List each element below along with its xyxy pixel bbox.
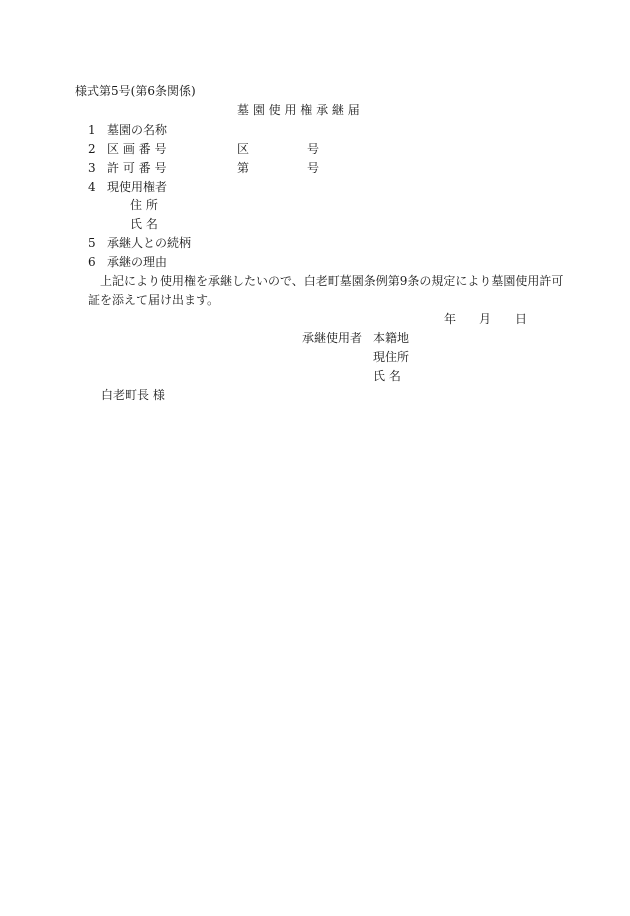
body-text-line-1: 上記により使用権を承継したいので、白老町墓園条例第9条の規定により墓園使用許可 (100, 274, 564, 288)
applicant-domicile-label: 本籍地 (373, 331, 410, 345)
item-2-number: 2 (88, 142, 96, 156)
item-1-number: 1 (88, 123, 96, 137)
item-4-address-label: 住 所 (130, 198, 158, 212)
item-5-label: 承継人との続柄 (107, 236, 192, 250)
applicant-name-label: 氏 名 (373, 369, 401, 383)
item-1-label: 墓園の名称 (107, 123, 168, 137)
item-6-label: 承継の理由 (107, 255, 168, 269)
item-2-go: 号 (307, 142, 320, 156)
item-4-name-label: 氏 名 (130, 217, 158, 231)
item-3-dai: 第 (237, 161, 250, 175)
item-3-go: 号 (307, 161, 320, 175)
item-3-number: 3 (88, 161, 96, 175)
form-title: 墓 園 使 用 権 承 継 届 (237, 103, 360, 117)
addressee: 白老町長 様 (101, 388, 165, 402)
date-day: 日 (515, 312, 528, 326)
body-text-line-2: 証を添えて届け出ます。 (88, 293, 220, 307)
item-4-number: 4 (88, 180, 96, 194)
item-2-ku: 区 (237, 142, 250, 156)
applicant-role: 承継使用者 (302, 331, 363, 345)
item-5-number: 5 (88, 236, 96, 250)
item-4-label: 現使用権者 (107, 180, 168, 194)
form-number: 様式第5号(第6条関係) (75, 84, 196, 98)
item-2-label: 区 画 番 号 (107, 142, 167, 156)
applicant-current-address-label: 現住所 (373, 350, 410, 364)
item-6-number: 6 (88, 255, 96, 269)
date-year: 年 (444, 312, 457, 326)
item-3-label: 許 可 番 号 (107, 161, 167, 175)
date-month: 月 (479, 312, 492, 326)
